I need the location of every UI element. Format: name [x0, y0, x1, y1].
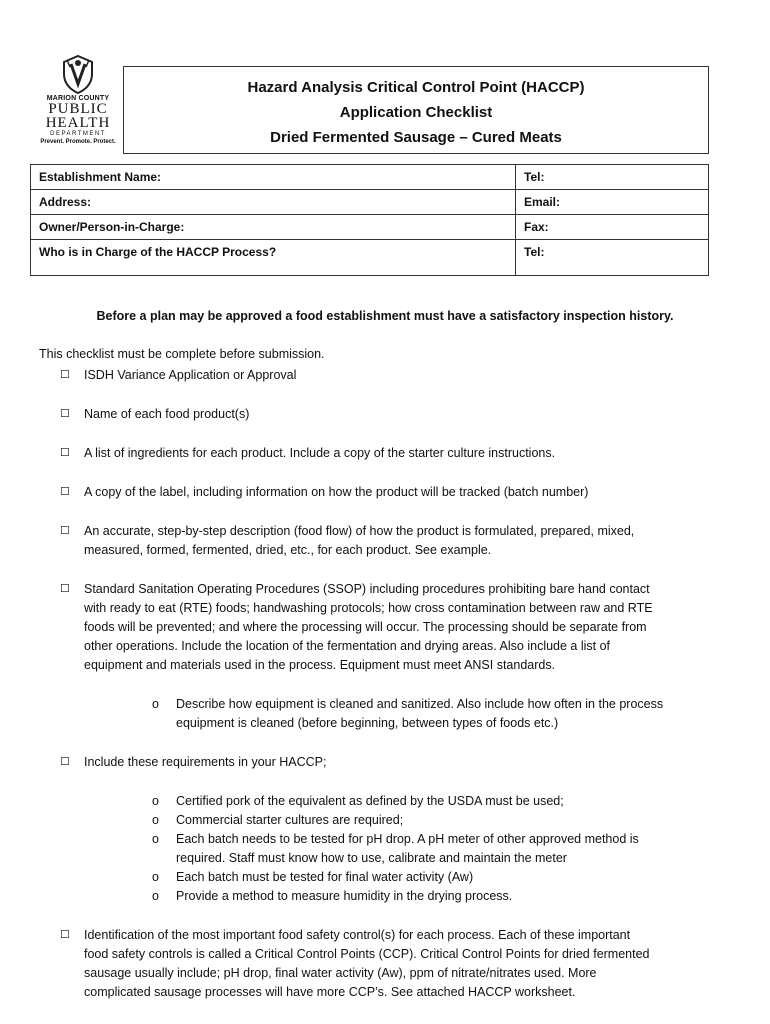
email-field[interactable]: Email:	[516, 190, 709, 215]
logo-tagline: Prevent. Promote. Protect.	[40, 139, 116, 145]
checklist-item-ssop	[60, 580, 720, 675]
title-box	[123, 66, 709, 154]
list-item	[152, 792, 720, 811]
item-line: required. Staff must know how to use, calibrate and maintain the meter	[176, 851, 567, 865]
bullet-icon: o	[152, 889, 159, 903]
item-line: Identification of the most important food safety control(s) for each process. Each of these important	[84, 928, 631, 942]
bullet-icon: o	[152, 794, 159, 808]
ssop-subitems	[152, 695, 720, 733]
table-row	[31, 165, 709, 190]
fax-field[interactable]: Fax:	[516, 215, 709, 240]
checkbox[interactable]: ☐	[60, 525, 70, 537]
checklist-item-isdh	[60, 366, 720, 385]
item-line: complicated sausage processes will have more CCP’s. See attached HACCP worksheet.	[84, 985, 576, 999]
list-item	[152, 830, 720, 868]
bullet-icon: o	[152, 813, 159, 827]
item-text	[176, 695, 720, 733]
checkbox[interactable]: ☐	[60, 583, 70, 595]
logo-public: PUBLIC	[48, 101, 108, 117]
item-text: Name of each food product(s)	[84, 407, 250, 421]
item-line: Each batch needs to be tested for pH drop. A pH meter of other approved method is	[176, 832, 639, 846]
checkbox[interactable]: ☐	[60, 369, 70, 381]
item-text: Each batch must be tested for final water activity (Aw)	[176, 870, 474, 884]
item-text	[84, 926, 720, 1002]
checklist-item-include	[60, 753, 720, 772]
checklist-item-ingredients	[60, 444, 720, 463]
department-logo	[36, 54, 120, 150]
bullet-icon: o	[152, 870, 159, 884]
checklist-item-ccp	[60, 926, 720, 1002]
item-line: Describe how equipment is cleaned and sanitized. Also include how often in the process	[176, 697, 664, 711]
item-line: measured, formed, fermented, dried, etc., for each product. See example.	[84, 543, 492, 557]
item-line: equipment is cleaned (before beginning, between types of foods etc.)	[176, 716, 559, 730]
item-line: equipment and materials used in the process. Equipment must meet ANSI standards.	[84, 658, 556, 672]
address-field[interactable]: Address:	[31, 190, 516, 215]
checklist-item-name	[60, 405, 720, 424]
checkbox[interactable]: ☐	[60, 447, 70, 459]
item-line: with ready to eat (RTE) foods; handwashing protocols; how cross contamination between raw and RTE	[84, 601, 653, 615]
approval-notice: Before a plan may be approved a food establishment must have a satisfactory inspection history.	[96, 309, 674, 323]
table-row	[31, 190, 709, 215]
logo-county: MARION COUNTY	[46, 95, 110, 102]
title-line-3: Dried Fermented Sausage – Cured Meats	[270, 129, 562, 146]
item-line: An accurate, step-by-step description (food flow) of how the product is formulated, prepared, mixed,	[84, 524, 635, 538]
table-row	[31, 240, 709, 276]
logo-department: DEPARTMENT	[50, 131, 106, 137]
item-text: A list of ingredients for each product. Include a copy of the starter culture instructions.	[84, 446, 556, 460]
tel-field-2[interactable]: Tel:	[516, 240, 709, 276]
list-item	[152, 811, 720, 830]
item-text: ISDH Variance Application or Approval	[84, 368, 297, 382]
table-row	[31, 215, 709, 240]
item-text: A copy of the label, including information on how the product will be tracked (batch number)	[84, 485, 589, 499]
bullet-icon: o	[152, 832, 159, 846]
requirements-list	[152, 792, 720, 906]
establishment-name-field[interactable]: Establishment Name:	[31, 165, 516, 190]
item-text	[84, 522, 720, 560]
checkbox[interactable]: ☐	[60, 756, 70, 768]
item-text	[84, 580, 720, 675]
list-item	[152, 887, 720, 906]
list-item	[152, 868, 720, 887]
item-line: other operations. Include the location of the fermentation and drying areas. Also include a list of	[84, 639, 611, 653]
checklist	[60, 366, 720, 1002]
item-line: Standard Sanitation Operating Procedures (SSOP) including procedures prohibiting bare hand contact	[84, 582, 650, 596]
establishment-info-table	[30, 164, 709, 276]
title-line-2: Application Checklist	[339, 104, 493, 121]
haccp-person-field[interactable]: Who is in Charge of the HACCP Process?	[31, 240, 516, 276]
checklist-item-description	[60, 522, 720, 560]
item-text: Certified pork of the equivalent as defined by the USDA must be used;	[176, 794, 564, 808]
bullet-icon: o	[152, 697, 159, 711]
shield-icon	[61, 54, 95, 94]
title-line-1: Hazard Analysis Critical Control Point (HACCP)	[247, 79, 585, 96]
item-line: food safety controls is called a Critical Control Points (CCP). Critical Control Points for dried fermented	[84, 947, 650, 961]
list-item	[152, 695, 720, 733]
checkbox[interactable]: ☐	[60, 408, 70, 420]
owner-field[interactable]: Owner/Person-in-Charge:	[31, 215, 516, 240]
logo-health: HEALTH	[45, 115, 111, 131]
item-text	[176, 830, 720, 868]
item-text: Commercial starter cultures are required;	[176, 813, 404, 827]
intro-text: This checklist must be complete before submission.	[39, 347, 325, 361]
item-line: foods will be prevented; and where the processing will occur. The processing should be separate from	[84, 620, 647, 634]
checkbox[interactable]: ☐	[60, 929, 70, 941]
checkbox[interactable]: ☐	[60, 486, 70, 498]
item-text: Include these requirements in your HACCP;	[84, 755, 327, 769]
item-line: sausage usually include; pH drop, final water activity (Aw), ppm of nitrate/nitrates used. More	[84, 966, 597, 980]
checklist-item-label	[60, 483, 720, 502]
item-text: Provide a method to measure humidity in the drying process.	[176, 889, 513, 903]
tel-field[interactable]: Tel:	[516, 165, 709, 190]
